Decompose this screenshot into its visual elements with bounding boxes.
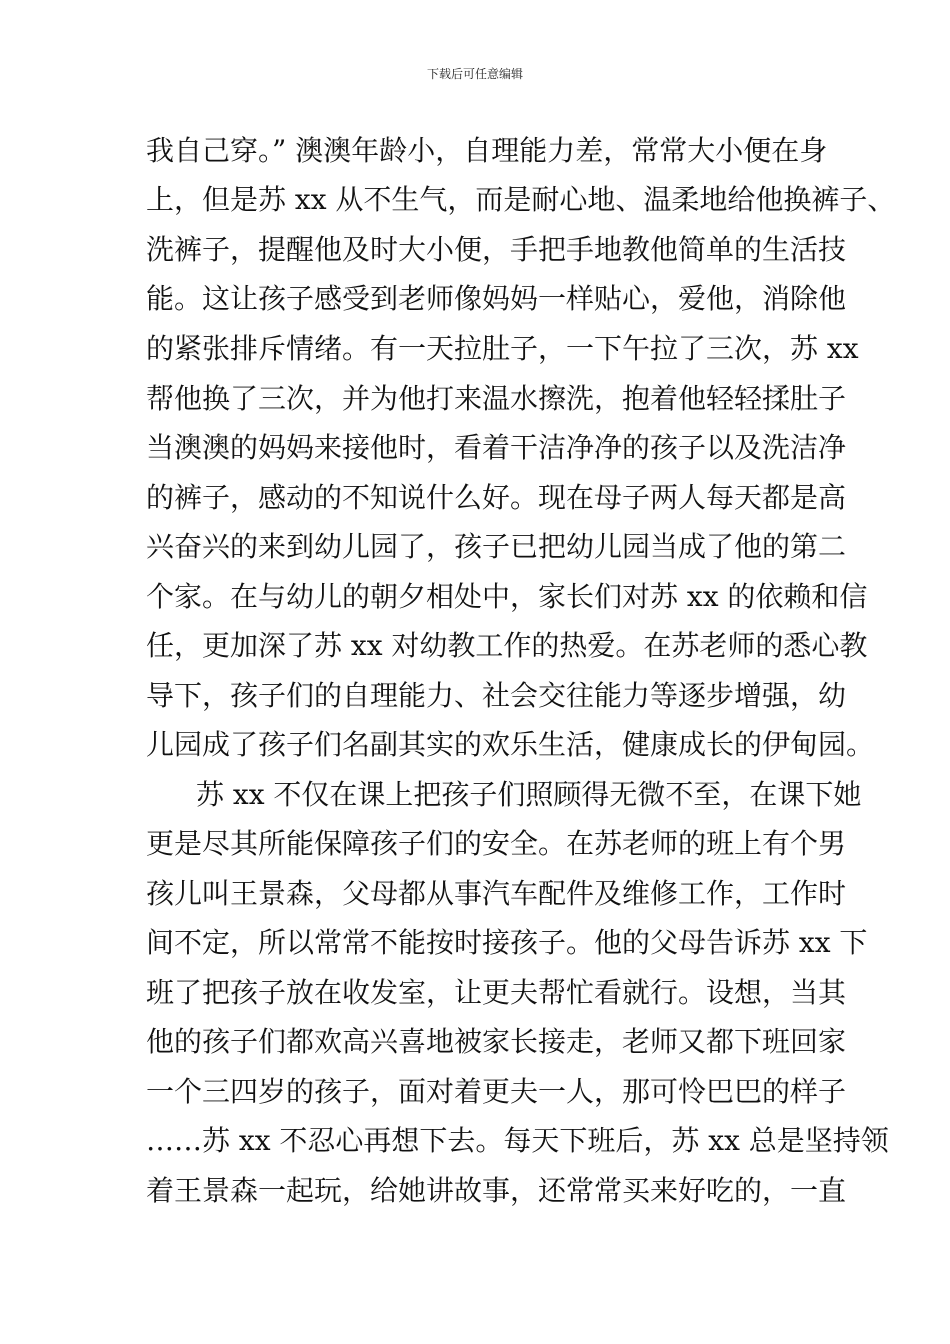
text-line: 导下，孩子们的自理能力、社会交往能力等逐步增强，幼 xyxy=(146,679,847,712)
text-line: 班了把孩子放在收发室，让更夫帮忙看就行。设想，当其 xyxy=(146,976,847,1009)
text-line: 我自己穿。” 澳澳年龄小，自理能力差，常常大小便在身 xyxy=(146,134,828,167)
text-line: 上，但是苏 xx 从不生气，而是耐心地、温柔地给他换裤子、 xyxy=(146,183,896,216)
text-line: 能。这让孩子感受到老师像妈妈一样贴心，爱他，消除他 xyxy=(146,282,847,315)
text-line: 的紧张排斥情绪。有一天拉肚子，一下午拉了三次，苏 xx xyxy=(146,332,859,365)
text-line: 洗裤子，提醒他及时大小便，手把手地教他简单的生活技 xyxy=(146,233,847,266)
text-line: 他的孩子们都欢高兴喜地被家长接走，老师又都下班回家 xyxy=(146,1025,847,1058)
text-line: 个家。在与幼儿的朝夕相处中，家长们对苏 xx 的依赖和信 xyxy=(146,580,868,613)
text-line: 一个三四岁的孩子，面对着更夫一人，那可怜巴巴的样子 xyxy=(146,1075,847,1108)
text-line: 孩儿叫王景森，父母都从事汽车配件及维修工作，工作时 xyxy=(146,877,847,910)
text-line: 兴奋兴的来到幼儿园了，孩子已把幼儿园当成了他的第二 xyxy=(146,530,847,563)
text-line: 的裤子，感动的不知说什么好。现在母子两人每天都是高 xyxy=(146,481,847,514)
page-header: 下载后可任意编辑 xyxy=(426,67,523,81)
text-line: 帮他换了三次，并为他打来温水擦洗，抱着他轻轻揉肚子 xyxy=(146,382,847,415)
text-line: ……苏 xx 不忍心再想下去。每天下班后，苏 xx 总是坚持领 xyxy=(146,1124,889,1157)
text-line: 儿园成了孩子们名副其实的欢乐生活，健康成长的伊甸园。 xyxy=(146,728,875,761)
text-line: 着王景森一起玩，给她讲故事，还常常买来好吃的，一直 xyxy=(146,1174,847,1207)
text-line: 更是尽其所能保障孩子们的安全。在苏老师的班上有个男 xyxy=(146,827,847,860)
text-line: 当澳澳的妈妈来接他时，看着干洁净净的孩子以及洗洁净 xyxy=(146,431,847,464)
text-line: 任，更加深了苏 xx 对幼教工作的热爱。在苏老师的悉心教 xyxy=(146,629,868,662)
paragraph-start-line: 苏 xx 不仅在课上把孩子们照顾得无微不至，在课下她 xyxy=(196,778,862,811)
text-line: 间不定，所以常常不能按时接孩子。他的父母告诉苏 xx 下 xyxy=(146,926,868,959)
